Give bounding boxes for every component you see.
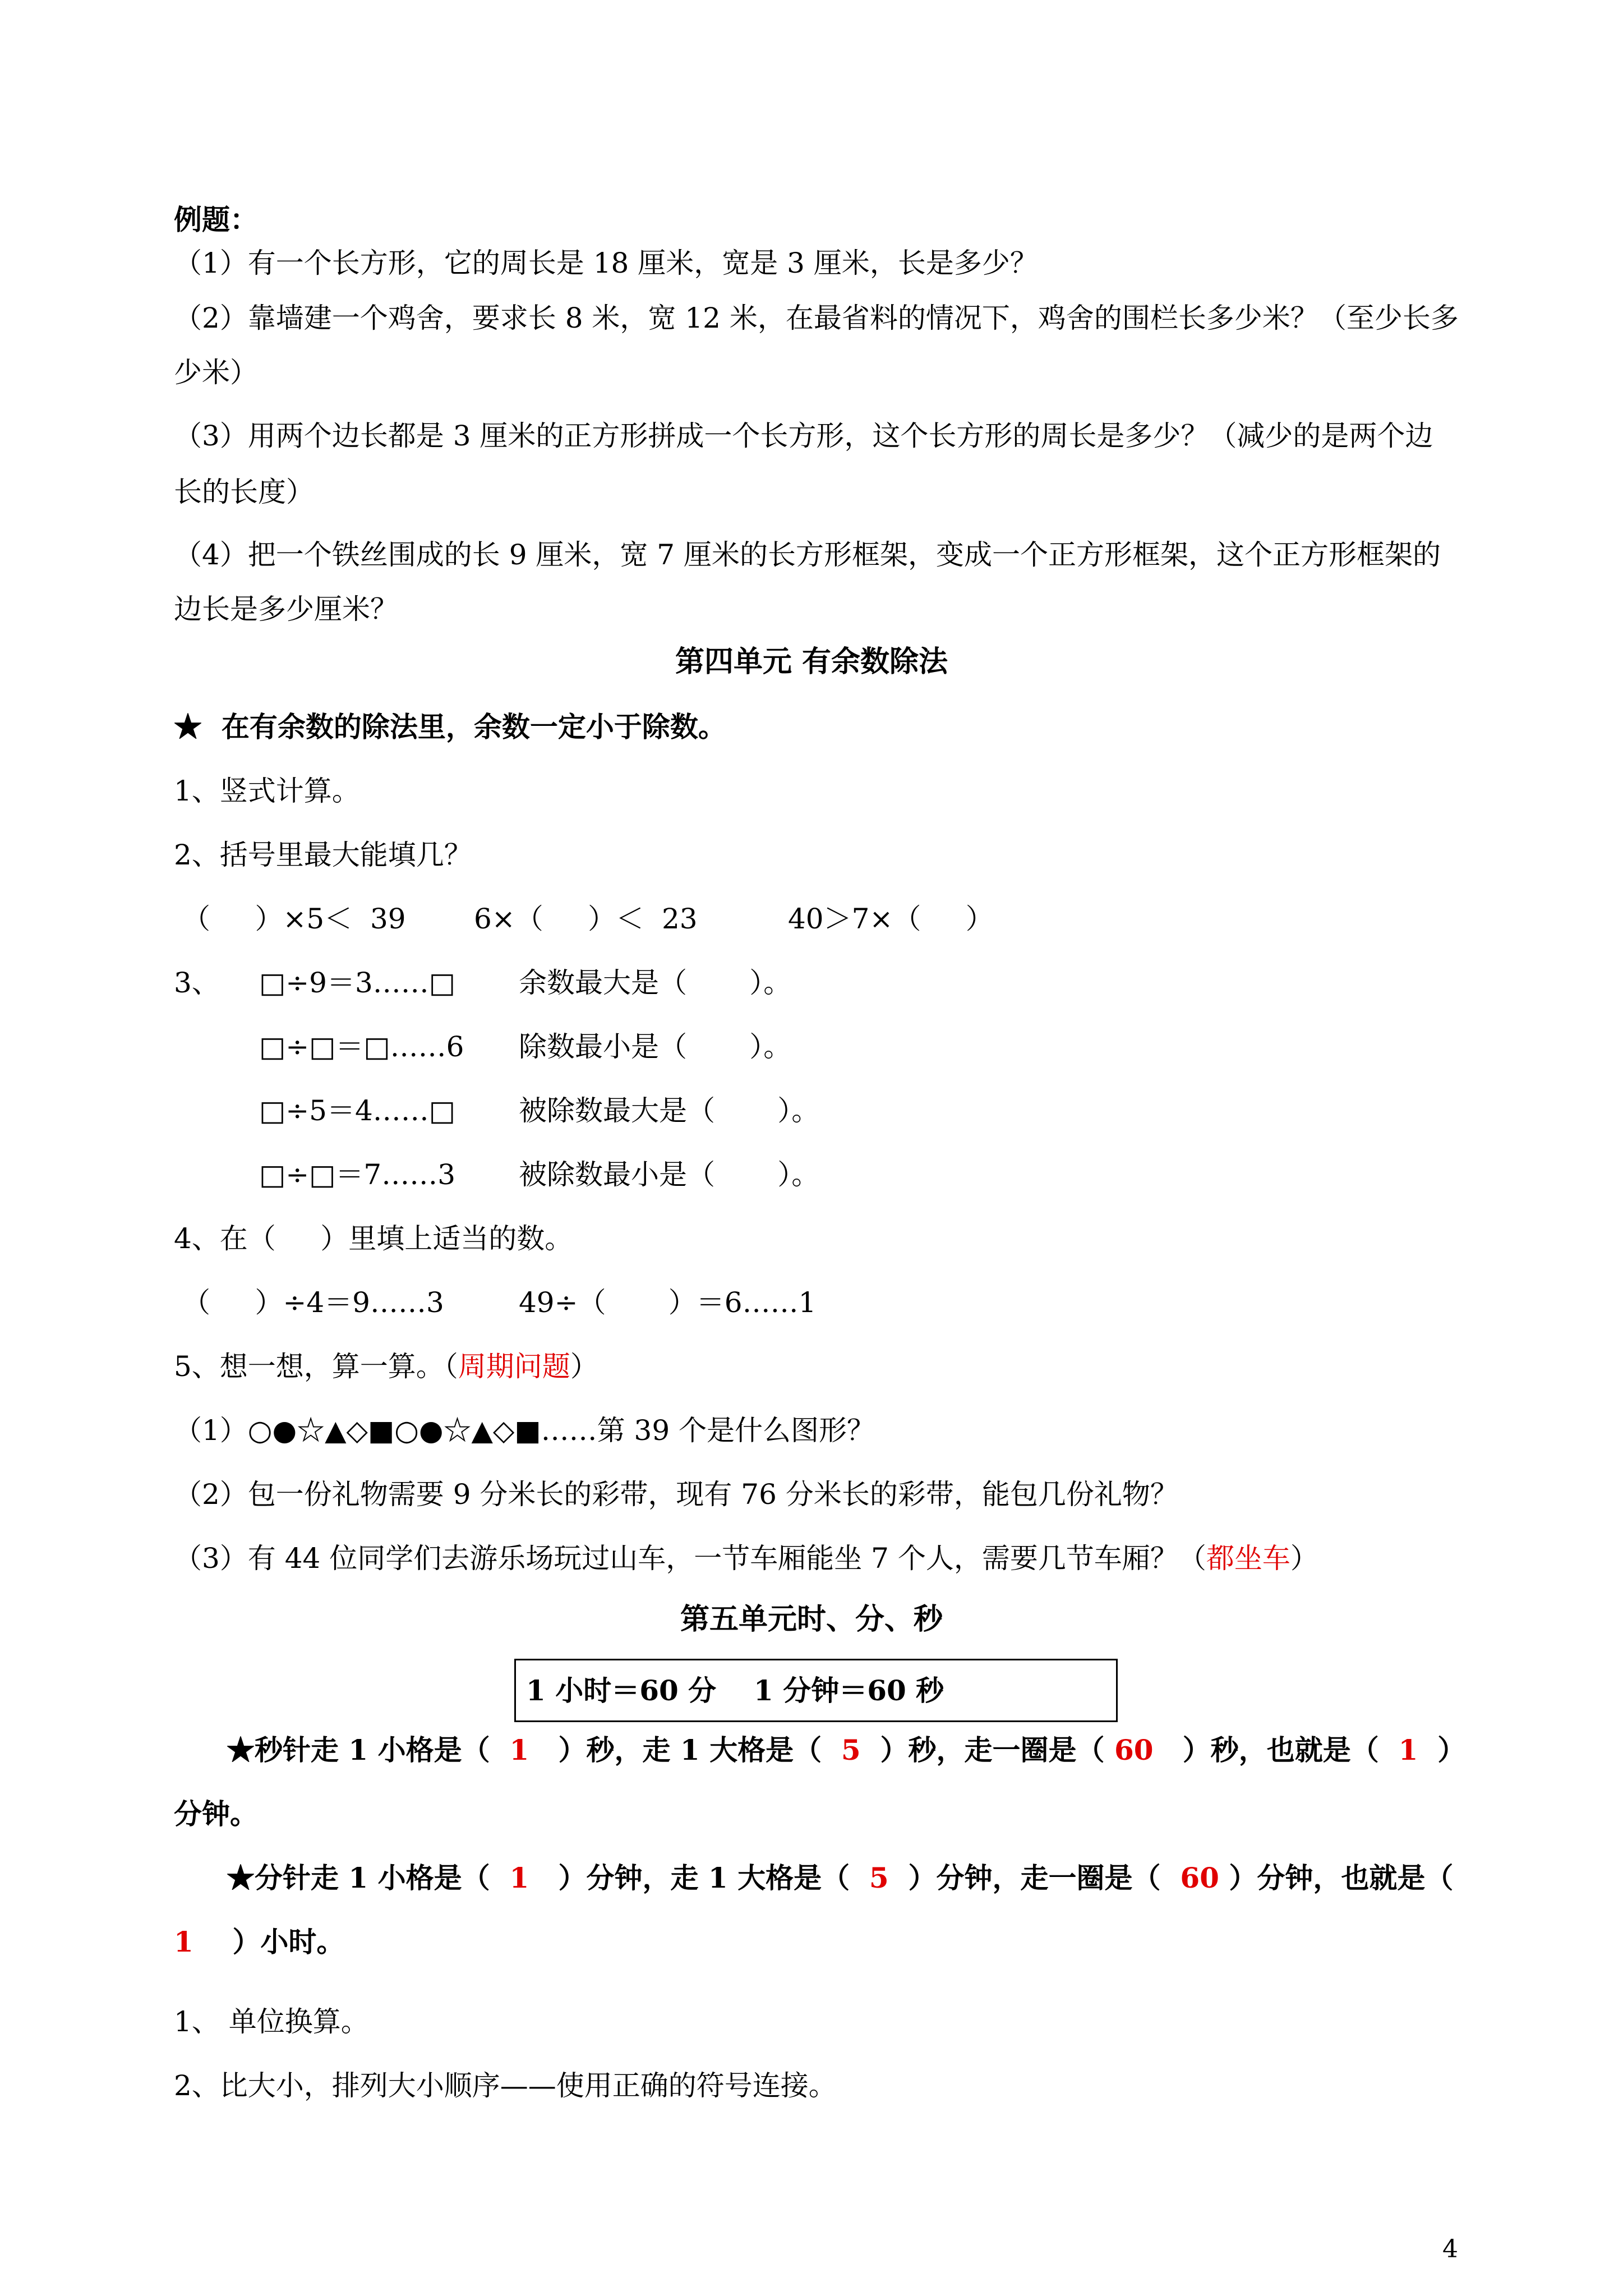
unit5-minute-hand-rule — [227, 1860, 1453, 1896]
unit4-item-4-blank-a: （ ）÷4＝9……3 — [182, 1286, 444, 1319]
min-value-1: 1 — [509, 1861, 529, 1894]
example-question-1: （1）有一个长方形，它的周长是 18 厘米，宽是 3 厘米，长是多少？ — [174, 247, 1038, 279]
sec-text-5: ） — [1437, 1733, 1466, 1766]
sec-value-2: 5 — [841, 1733, 861, 1766]
sec-text-2: ）秒，走 1 大格是（ — [558, 1733, 822, 1766]
unit5-minute-hand-rule-cont — [174, 1924, 344, 1960]
unit4-item-3-equation-2: □÷□＝□……6 — [259, 1030, 464, 1063]
unit4-item-3-answer-3: 被除数最大是（ ）。 — [519, 1094, 820, 1127]
unit4-item-4: 4、在（ ）里填上适当的数。 — [174, 1222, 573, 1255]
unit4-problem-3 — [174, 1540, 1318, 1576]
unit4-item-2-blank-c: 40＞7×（ ） — [788, 903, 994, 935]
unit4-item-3-answer-4: 被除数最小是（ ）。 — [519, 1158, 820, 1191]
unit5-box-minute: 1 分钟＝60 秒 — [754, 1674, 944, 1707]
unit4-problem-3-close: ） — [1290, 1542, 1318, 1575]
unit4-title: 第四单元 有余数除法 — [675, 645, 948, 679]
example-question-3-line-2: 长的长度） — [174, 476, 314, 508]
sec-value-1: 1 — [509, 1733, 529, 1766]
unit4-problem-2: （2）包一份礼物需要 9 分米长的彩带，现有 76 分米长的彩带，能包几份礼物？ — [174, 1478, 1178, 1511]
unit4-item-3-equation-3: □÷5＝4……□ — [259, 1094, 455, 1127]
unit4-problem-3-text: （3）有 44 位同学们去游乐场玩过山车，一节车厢能坐 7 个人，需要几节车厢？（ — [174, 1542, 1206, 1575]
example-question-2-line-2: 少米） — [174, 356, 258, 389]
unit5-box-hour: 1 小时＝60 分 — [526, 1674, 717, 1707]
unit4-item-5 — [174, 1349, 598, 1384]
example-question-4-line-2: 边长是多少厘米？ — [174, 593, 398, 625]
unit4-problem-3-note: 都坐车 — [1206, 1542, 1290, 1575]
min-text-3: ）分钟，走一圈是（ — [908, 1861, 1161, 1894]
example-question-4-line-1: （4）把一个铁丝围成的长 9 厘米，宽 7 厘米的长方形框架，变成一个正方形框架，这个正方形框架的 — [174, 539, 1441, 571]
unit4-item-3-label: 3、 — [174, 967, 220, 999]
unit5-item-2: 2、比大小，排列大小顺序——使用正确的符号连接。 — [174, 2069, 837, 2102]
sec-value-4: 1 — [1398, 1733, 1418, 1766]
unit4-item-2-blank-b: 6×（ ）＜ 23 — [474, 903, 698, 935]
unit4-item-3-equation-4: □÷□＝7……3 — [259, 1158, 455, 1191]
unit4-item-3-answer-1: 余数最大是（ ）。 — [519, 967, 792, 999]
sec-text-3: ）秒，走一圈是（ — [880, 1733, 1105, 1766]
example-heading: 例题： — [174, 203, 258, 236]
unit5-second-hand-rule-cont: 分钟。 — [174, 1797, 258, 1830]
unit4-rule: ★ 在有余数的除法里，余数一定小于除数。 — [174, 710, 726, 743]
min-text-1: ★分针走 1 小格是（ — [227, 1861, 490, 1894]
min-value-3: 60 — [1180, 1861, 1219, 1894]
unit4-problem-1: （1）○●☆▲◇■○●☆▲◇■……第 39 个是什么图形？ — [174, 1414, 875, 1447]
sec-value-3: 60 — [1114, 1733, 1154, 1766]
unit4-item-2: 2、括号里最大能填几？ — [174, 839, 472, 871]
min-value-2: 5 — [869, 1861, 889, 1894]
unit4-item-5-note: 周期问题 — [458, 1350, 570, 1383]
unit4-item-3-equation-1: □÷9＝3……□ — [259, 967, 455, 999]
unit4-item-4-blank-b: 49÷（ ）＝6……1 — [519, 1286, 817, 1319]
min-text-2: ）分钟，走 1 大格是（ — [558, 1861, 850, 1894]
page-number: 4 — [1442, 2235, 1458, 2263]
min-text-4: ）分钟，也就是（ — [1229, 1861, 1454, 1894]
min-value-4: 1 — [174, 1925, 193, 1958]
unit5-title: 第五单元时、分、秒 — [680, 1602, 943, 1636]
unit4-item-3-answer-2: 除数最小是（ ）。 — [519, 1030, 792, 1063]
unit4-item-2-blank-a: （ ）×5＜ 39 — [182, 903, 406, 935]
sec-text-1: ★秒针走 1 小格是（ — [227, 1733, 490, 1766]
sec-text-4: ）秒，也就是（ — [1182, 1733, 1379, 1766]
unit5-conversion-box — [514, 1659, 1118, 1722]
unit5-second-hand-rule — [227, 1732, 1465, 1768]
unit4-item-1: 1、竖式计算。 — [174, 775, 360, 807]
example-question-2-line-1: （2）靠墙建一个鸡舍，要求长 8 米，宽 12 米，在最省料的情况下，鸡舍的围栏长多少米？（至少长多 — [174, 302, 1459, 334]
min-text-5: ）小时。 — [232, 1925, 345, 1958]
unit5-item-1: 1、 单位换算。 — [174, 2005, 369, 2038]
unit4-item-5-close: ） — [570, 1350, 598, 1383]
example-question-3-line-1: （3）用两个边长都是 3 厘米的正方形拼成一个长方形，这个长方形的周长是多少？（减少的是两个边 — [174, 420, 1433, 452]
unit4-item-5-text: 5、想一想，算一算。（ — [174, 1350, 458, 1383]
